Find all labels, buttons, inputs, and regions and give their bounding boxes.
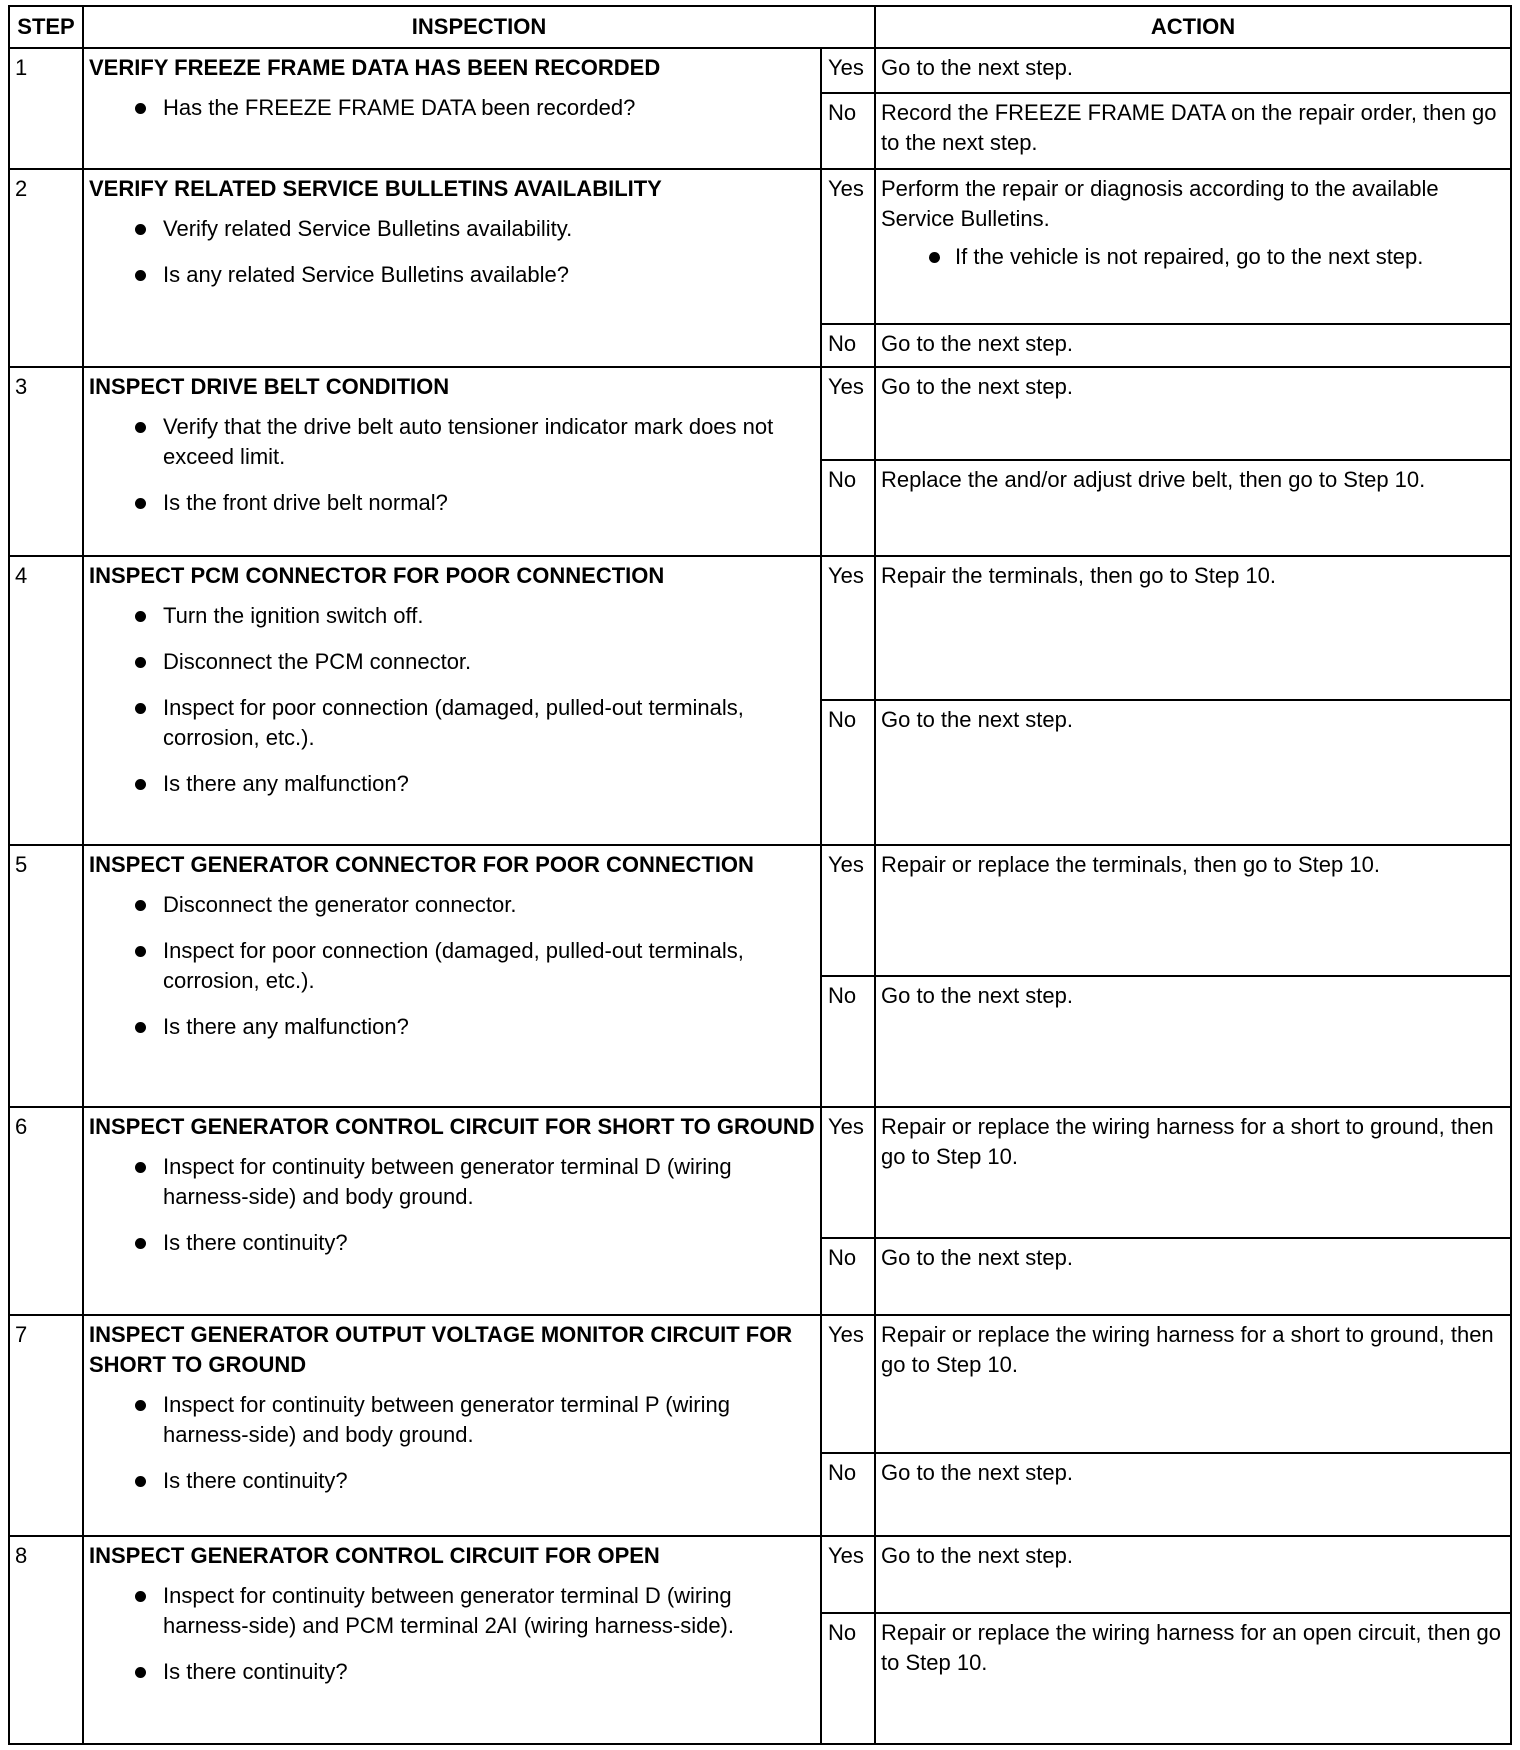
inspection-cell <box>83 1315 821 1536</box>
yes-label: Yes <box>821 1536 875 1613</box>
no-action: Repair or replace the wiring harness for an open circuit, then go to Step 10. <box>875 1613 1511 1744</box>
inspection-cell <box>83 169 821 367</box>
inspection-bullet: Is any related Service Bulletins available? <box>89 260 815 290</box>
diagnostic-table <box>8 5 1512 1745</box>
inspection-cell <box>83 556 821 845</box>
no-action: Replace the and/or adjust drive belt, then go to Step 10. <box>875 460 1511 556</box>
inspection-bullet: Disconnect the PCM connector. <box>89 647 815 677</box>
inspection-bullet: Is there any malfunction? <box>89 1012 815 1042</box>
yes-action: Repair or replace the terminals, then go to Step 10. <box>875 845 1511 976</box>
no-label: No <box>821 1613 875 1744</box>
inspection-title: INSPECT GENERATOR CONNECTOR FOR POOR CONNECTION <box>89 851 754 877</box>
inspection-bullets <box>89 93 815 123</box>
inspection-bullets <box>89 1152 815 1258</box>
step-number: 8 <box>9 1536 83 1744</box>
inspection-title: VERIFY FREEZE FRAME DATA HAS BEEN RECORDED <box>89 55 661 80</box>
step-number: 7 <box>9 1315 83 1536</box>
inspection-title: VERIFY RELATED SERVICE BULLETINS AVAILABILITY <box>89 176 662 202</box>
no-label: No <box>821 700 875 844</box>
no-action: Go to the next step. <box>875 700 1511 844</box>
yes-label: Yes <box>821 169 875 323</box>
inspection-title: INSPECT GENERATOR CONTROL CIRCUIT FOR SHORT TO GROUND <box>89 1114 815 1140</box>
no-label: No <box>821 93 875 170</box>
step-number: 3 <box>9 367 83 555</box>
yes-label: Yes <box>821 1107 875 1238</box>
inspection-bullets <box>89 412 815 518</box>
inspection-bullet: Is there continuity? <box>89 1466 815 1496</box>
action-sub-bullet: If the vehicle is not repaired, go to the next step. <box>881 242 1505 272</box>
yes-label: Yes <box>821 845 875 976</box>
yes-action: Repair or replace the wiring harness for a short to ground, then go to Step 10. <box>875 1315 1511 1453</box>
inspection-bullet: Verify related Service Bulletins availability. <box>89 214 815 244</box>
inspection-bullet: Is there continuity? <box>89 1657 815 1687</box>
no-action: Go to the next step. <box>875 1238 1511 1315</box>
step-number: 6 <box>9 1107 83 1315</box>
inspection-bullet: Inspect for continuity between generator terminal P (wiring harness-side) and body ground. <box>89 1390 815 1450</box>
inspection-bullet: Disconnect the generator connector. <box>89 890 815 920</box>
yes-action: Repair or replace the wiring harness for a short to ground, then go to Step 10. <box>875 1107 1511 1238</box>
inspection-cell <box>83 367 821 555</box>
step-row-4 <box>9 556 1511 700</box>
no-action: Go to the next step. <box>875 324 1511 368</box>
inspection-cell <box>83 1107 821 1315</box>
yes-label: Yes <box>821 556 875 700</box>
no-action: Record the FREEZE FRAME DATA on the repair order, then go to the next step. <box>875 93 1511 170</box>
header-inspection: INSPECTION <box>83 6 875 48</box>
inspection-bullet: Inspect for continuity between generator terminal D (wiring harness-side) and PCM terminal 2AI (wiring harness-side). <box>89 1581 815 1641</box>
yes-action: Perform the repair or diagnosis according to the available Service Bulletins. <box>881 176 1439 232</box>
inspection-bullet: Inspect for poor connection (damaged, pulled-out terminals, corrosion, etc.). <box>89 693 815 753</box>
inspection-bullet: Inspect for poor connection (damaged, pulled-out terminals, corrosion, etc.). <box>89 936 815 996</box>
inspection-bullets <box>89 601 815 799</box>
no-label: No <box>821 976 875 1107</box>
yes-action: Go to the next step. <box>875 48 1511 93</box>
yes-label: Yes <box>821 1315 875 1453</box>
step-row-7 <box>9 1315 1511 1453</box>
inspection-bullet: Is the front drive belt normal? <box>89 488 815 518</box>
inspection-cell <box>83 845 821 1108</box>
no-action: Go to the next step. <box>875 976 1511 1107</box>
no-action: Go to the next step. <box>875 1453 1511 1536</box>
no-label: No <box>821 1453 875 1536</box>
step-number: 4 <box>9 556 83 845</box>
inspection-title: INSPECT GENERATOR CONTROL CIRCUIT FOR OPEN <box>89 1543 660 1568</box>
inspection-bullet: Verify that the drive belt auto tensioner indicator mark does not exceed limit. <box>89 412 815 472</box>
step-row-6 <box>9 1107 1511 1238</box>
yes-action: Go to the next step. <box>875 1536 1511 1613</box>
step-row-5 <box>9 845 1511 976</box>
inspection-bullets <box>89 1581 815 1687</box>
yes-action-cell <box>875 169 1511 323</box>
inspection-bullets <box>89 890 815 1042</box>
inspection-bullets <box>89 1390 815 1496</box>
inspection-title: INSPECT PCM CONNECTOR FOR POOR CONNECTION <box>89 562 665 588</box>
inspection-title: INSPECT GENERATOR OUTPUT VOLTAGE MONITOR CIRCUIT FOR SHORT TO GROUND <box>89 1321 793 1377</box>
inspection-bullet: Is there continuity? <box>89 1228 815 1258</box>
inspection-bullet: Is there any malfunction? <box>89 769 815 799</box>
yes-action: Go to the next step. <box>875 367 1511 459</box>
header-step: STEP <box>9 6 83 48</box>
inspection-bullet: Inspect for continuity between generator terminal D (wiring harness-side) and body ground. <box>89 1152 815 1212</box>
inspection-bullet: Turn the ignition switch off. <box>89 601 815 631</box>
step-row-2 <box>9 169 1511 323</box>
step-row-8 <box>9 1536 1511 1613</box>
yes-label: Yes <box>821 367 875 459</box>
inspection-bullet: Has the FREEZE FRAME DATA been recorded? <box>89 93 815 123</box>
inspection-cell <box>83 48 821 169</box>
step-row-1 <box>9 48 1511 93</box>
no-label: No <box>821 1238 875 1315</box>
no-label: No <box>821 460 875 556</box>
inspection-bullets <box>89 214 815 290</box>
yes-action: Repair the terminals, then go to Step 10. <box>875 556 1511 700</box>
header-row <box>9 6 1511 48</box>
no-label: No <box>821 324 875 368</box>
step-row-3 <box>9 367 1511 459</box>
inspection-cell <box>83 1536 821 1744</box>
action-sub-bullets <box>881 242 1505 272</box>
step-number: 2 <box>9 169 83 367</box>
header-action: ACTION <box>875 6 1511 48</box>
inspection-title: INSPECT DRIVE BELT CONDITION <box>89 374 450 400</box>
step-number: 5 <box>9 845 83 1108</box>
step-number: 1 <box>9 48 83 169</box>
yes-label: Yes <box>821 48 875 93</box>
